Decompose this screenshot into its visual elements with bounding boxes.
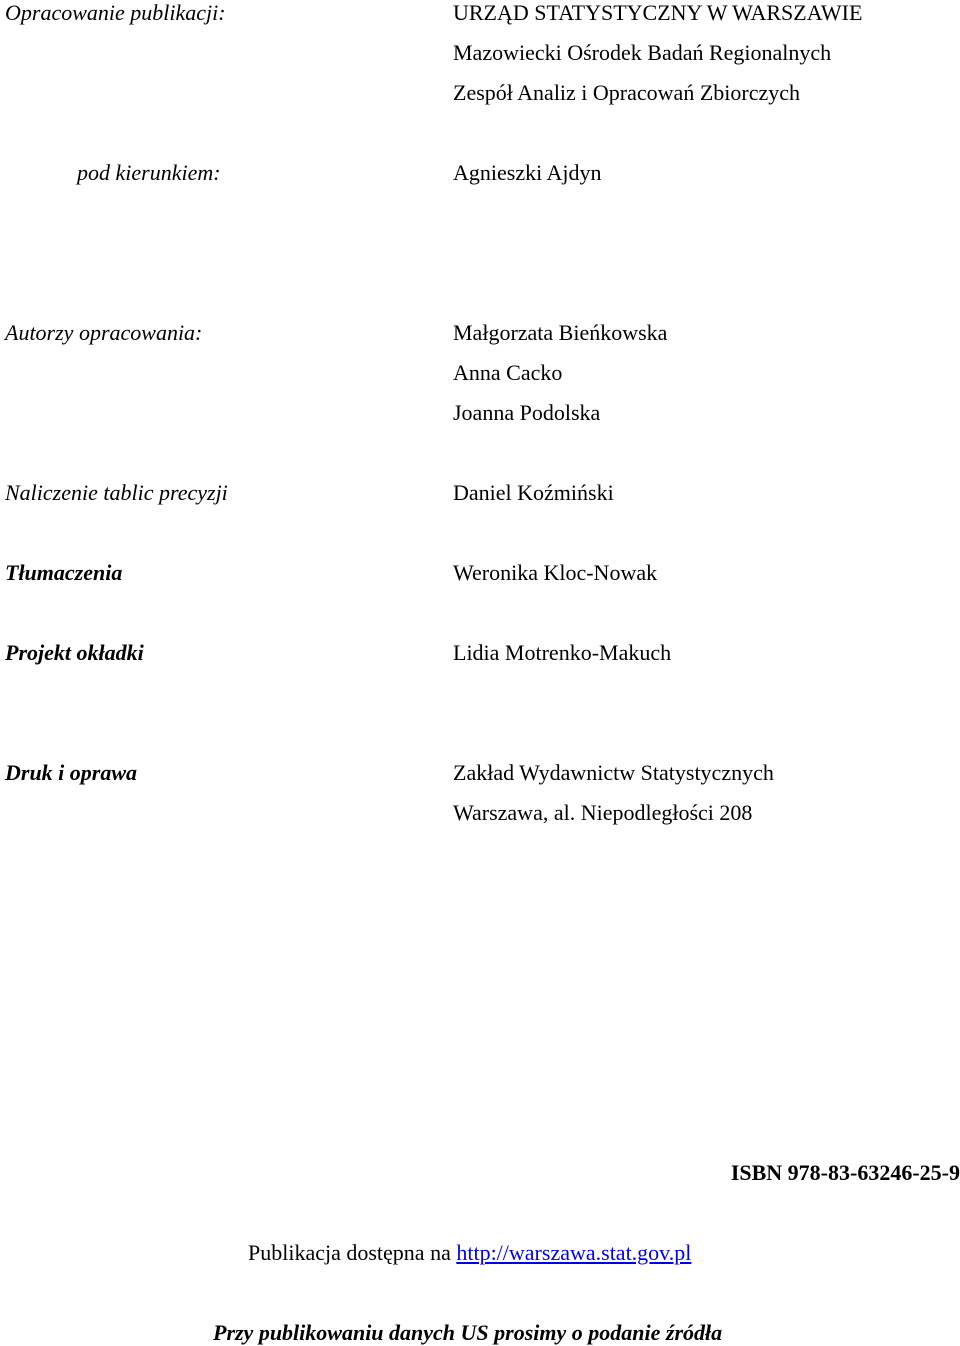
precision-value: Daniel Koźmiński — [453, 480, 614, 505]
publication-office: URZĄD STATYSTYCZNY W WARSZAWIE — [453, 0, 863, 25]
direction-label: pod kierunkiem: — [77, 160, 221, 185]
direction-value: Agnieszki Ajdyn — [453, 160, 602, 185]
precision-label: Naliczenie tablic precyzji — [5, 480, 228, 505]
authors-label: Autorzy opracowania: — [5, 320, 203, 345]
print-company: Zakład Wydawnictw Statystycznych — [453, 760, 774, 785]
website-link[interactable]: http://warszawa.stat.gov.pl — [456, 1240, 692, 1265]
translation-label: Tłumaczenia — [5, 560, 123, 585]
publication-center: Mazowiecki Ośrodek Badań Regionalnych — [453, 40, 832, 65]
publication-label: Opracowanie publikacji: — [5, 0, 226, 25]
author-name: Anna Cacko — [453, 360, 563, 385]
print-label: Druk i oprawa — [5, 760, 138, 785]
translation-value: Weronika Kloc-Nowak — [453, 560, 658, 585]
author-name: Małgorzata Bieńkowska — [453, 320, 668, 345]
availability-text: Publikacja dostępna na — [248, 1240, 457, 1265]
publication-team: Zespół Analiz i Opracowań Zbiorczych — [453, 80, 800, 105]
cover-value: Lidia Motrenko-Makuch — [453, 640, 672, 665]
availability-line — [248, 1240, 691, 1266]
citation-note: Przy publikowaniu danych US prosimy o podanie źródła — [213, 1320, 723, 1345]
author-name: Joanna Podolska — [453, 400, 601, 425]
cover-label: Projekt okładki — [5, 640, 144, 665]
print-address: Warszawa, al. Niepodległości 208 — [453, 800, 753, 825]
isbn-number: ISBN 978-83-63246-25-9 — [730, 1160, 960, 1185]
